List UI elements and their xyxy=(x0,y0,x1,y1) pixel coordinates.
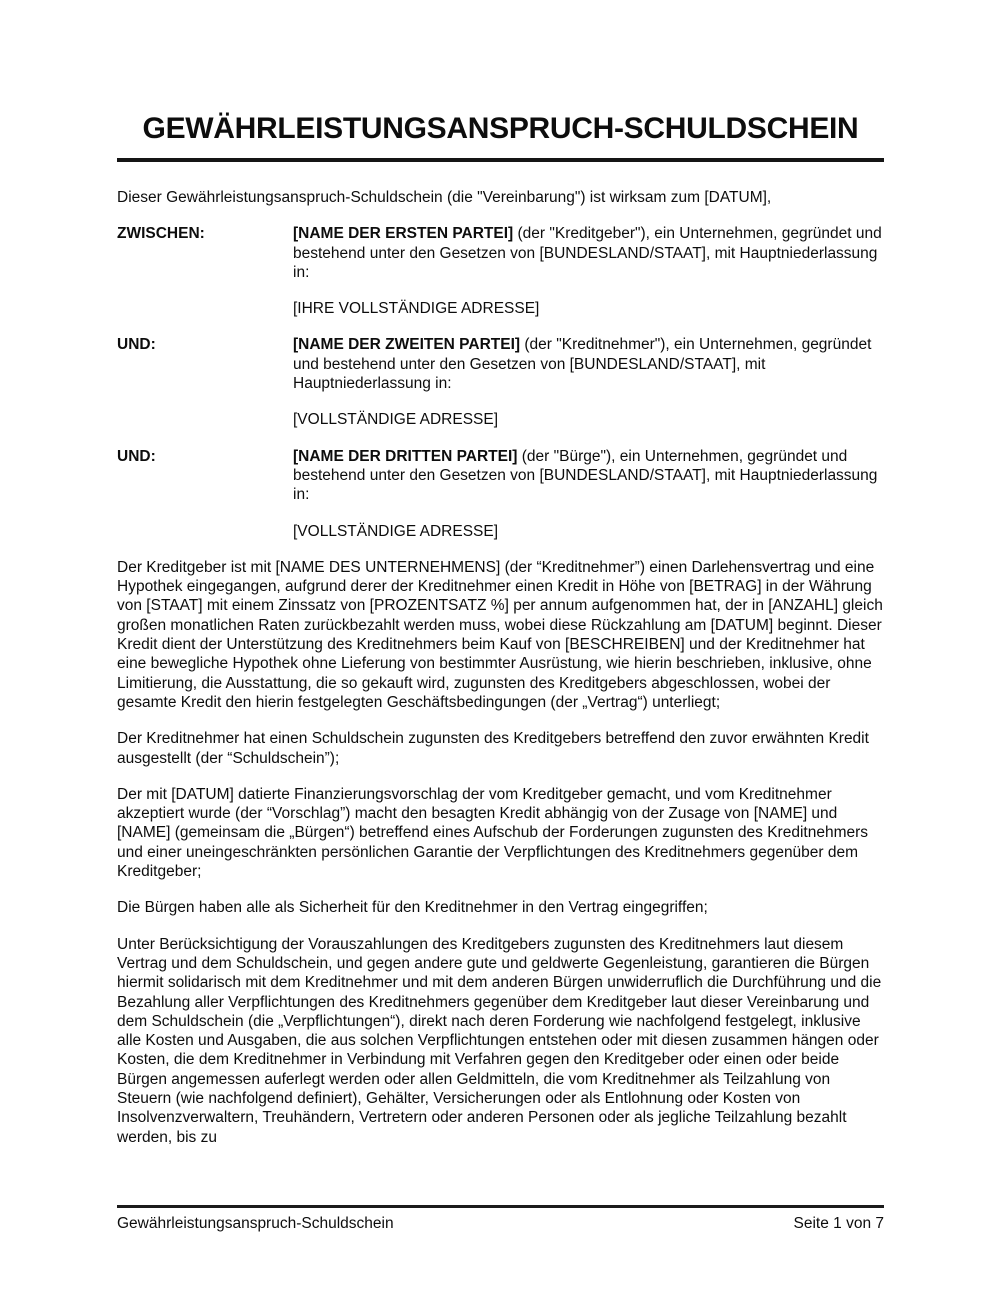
footer-document-title: Gewährleistungsanspruch-Schuldschein xyxy=(117,1215,394,1232)
party-description: (der "Bürge"), ein Unternehmen, gegründet und bestehend unter den Gesetzen von [BUNDESLAND/STAAT], mit Hauptniederlassung in: xyxy=(293,447,878,504)
recital-paragraph-loan: Der Kreditgeber ist mit [NAME DES UNTERNEHMENS] (der “Kreditnehmer”) einen Darlehensvertrag und eine Hypothek eingegangen, aufgrund derer der Kreditnehmer einen Kredit in Höhe von [BETRAG] in der Währung von [STAAT] mit einem Zinssatz von [PROZENTSATZ %] per annum aufgenommen hat, der in [ANZAHL] gleich großen monatlichen Raten zurückbezahlt werden muss, wobei diese Rückzahlung am [DATUM] beginnt. Dieser Kredit dient der Unterstützung des Kreditnehmers beim Kauf von [BESCHREIBEN] und der Kreditnehmer hat eine bewegliche Hypothek ohne Lieferung von bestimmter Ausrüstung, wie hierin beschrieben, inklusive, ohne Limitierung, die Ausstattung, die so gekauft wird, zugunsten des Kreditgebers abgeschlossen, wobei der gesamte Kredit den hierin festgelegten Geschäftsbedingungen (der „Vertrag“) unterliegt; xyxy=(117,558,883,711)
party-text xyxy=(293,224,884,282)
party-label: ZWISCHEN: xyxy=(117,225,205,243)
recital-paragraph-proposal: Der mit [DATUM] datierte Finanzierungsvorschlag der vom Kreditgeber gemacht, und vom Kreditnehmer akzeptiert wurde (der “Vorschlag”) macht den besagten Kredit abhängig von der Zusage von [NAME] und [NAME] (gemeinsam die „Bürgen“) betreffend eines Aufschub der Forderungen zugunsten des Kreditnehmers und einer uneingeschränkten persönlichen Garantie der Verpflichtungen des Kreditnehmers gegenüber dem Kreditgeber; xyxy=(117,785,869,881)
party-description: (der "Kreditgeber"), ein Unternehmen, gegründet und bestehend unter den Gesetzen von [BUNDESLAND/STAAT], mit Hauptniederlassung in: xyxy=(293,225,882,281)
party-address-placeholder: [VOLLSTÄNDIGE ADRESSE] xyxy=(293,522,499,540)
party-description: (der "Kreditnehmer"), ein Unternehmen, gegründet und bestehend unter den Gesetzen von [BUNDESLAND/STAAT], mit Hauptniederlassung in: xyxy=(293,336,872,393)
party-row xyxy=(117,447,884,505)
footer-page-number: Seite 1 von 7 xyxy=(793,1215,884,1232)
party-text xyxy=(293,335,884,393)
party-row xyxy=(117,224,884,282)
page-title: GEWÄHRLEISTUNGSANSPRUCH-SCHULDSCHEIN xyxy=(142,112,859,145)
footer-rule xyxy=(117,1205,884,1208)
page-footer xyxy=(117,1205,884,1233)
recital-paragraph-sureties: Die Bürgen haben alle als Sicherheit für den Kreditnehmer in den Vertrag eingegriffen; xyxy=(117,899,708,917)
title-rule xyxy=(117,158,884,162)
party-block-first xyxy=(117,224,884,318)
party-address-placeholder: [VOLLSTÄNDIGE ADRESSE] xyxy=(293,411,499,429)
party-block-third xyxy=(117,447,884,541)
party-label: UND: xyxy=(117,336,156,354)
party-row xyxy=(117,335,884,393)
recital-paragraph-note: Der Kreditnehmer hat einen Schuldschein zugunsten des Kreditgebers betreffend den zuvor erwähnten Kredit ausgestellt (der “Schuldschein”); xyxy=(117,730,869,767)
party-label: UND: xyxy=(117,447,156,465)
party-name-placeholder: [NAME DER DRITTEN PARTEI] xyxy=(293,447,518,465)
footer-line xyxy=(117,1214,884,1233)
intro-paragraph: Dieser Gewährleistungsanspruch-Schuldschein (die "Vereinbarung") ist wirksam zum [DATUM], xyxy=(117,189,772,206)
party-name-placeholder: [NAME DER ERSTEN PARTEI] xyxy=(293,225,514,243)
guarantee-paragraph: Unter Berücksichtigung der Vorauszahlungen des Kreditgebers zugunsten des Kreditnehmers laut diesem Vertrag und dem Schuldschein, und gegen andere gute und geldwerte Gegenleistung, garantieren die Bürgen hiermit solidarisch mit dem Kreditnehmer und mit dem anderen Bürgen unwiderruflich die Durchführung und die Bezahlung aller Verpflichtungen des Kreditnehmers gegenüber dem Kreditgeber laut dieser Vereinbarung und dem Schuldschein (die „Verpflichtungen“), direkt nach deren Forderung wie nachfolgend festgelegt, inklusive alle Kosten und Ausgaben, die aus solchen Verpflichtungen entstehen oder mit diesen zusammen hängen oder Kosten, die dem Kreditnehmer in Verbindung mit Verfahren gegen den Kreditgeber oder einen oder beide Bürgen angemessen auferlegt werden oder allen Geldmitteln, die vom Kreditnehmer als Teilzahlung von Steuern (wie nachfolgend definiert), Gehälter, Versicherungen oder als Entlohnung oder Kosten von Insolvenzverwaltern, Treuhändern, Vertretern oder anderen Personen oder als jegliche Teilzahlung bezahlt werden, bis zu xyxy=(117,935,882,1146)
party-text xyxy=(293,447,884,505)
party-block-second xyxy=(117,335,884,429)
party-name-placeholder: [NAME DER ZWEITEN PARTEI] xyxy=(293,336,521,354)
party-address-placeholder: [IHRE VOLLSTÄNDIGE ADRESSE] xyxy=(293,300,540,318)
